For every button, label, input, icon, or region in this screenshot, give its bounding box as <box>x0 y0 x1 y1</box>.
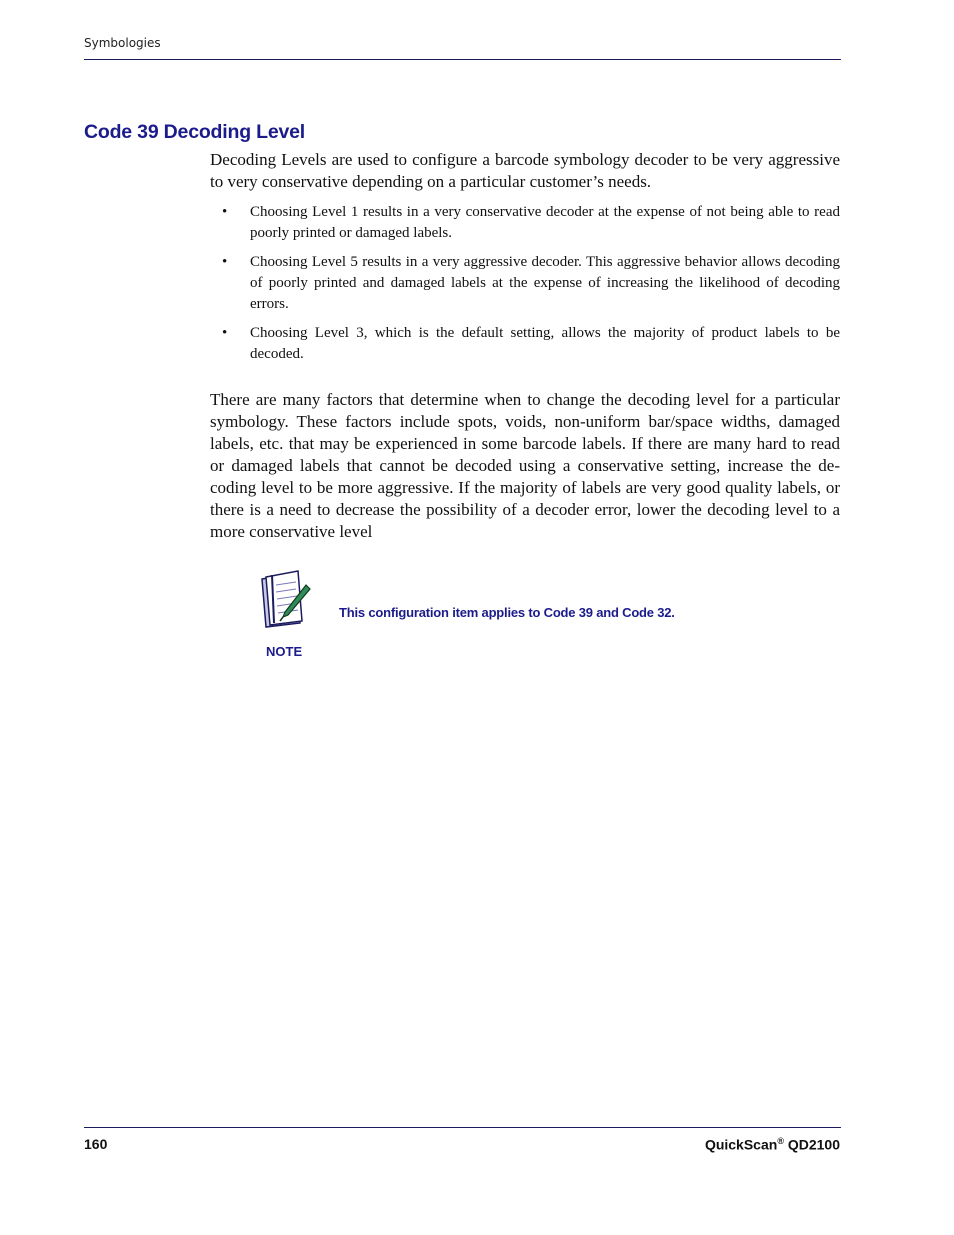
running-head: Symbologies <box>84 36 161 50</box>
bullet-marker: • <box>222 325 228 341</box>
list-item-text: Choosing Level 1 results in a very conservative decoder at the expense of not being able to read poorly printed or damaged labels. <box>250 204 840 241</box>
notepad-pen-icon <box>258 569 312 629</box>
product-brand: QuickScan <box>704 1136 778 1153</box>
product-model: QD2100 <box>783 1136 840 1153</box>
bullet-list <box>210 202 840 365</box>
note-label: NOTE <box>266 644 303 659</box>
header-rule <box>84 59 841 60</box>
list-item <box>210 202 840 244</box>
product-name <box>705 1136 840 1153</box>
registered-mark: ® <box>777 1136 784 1146</box>
list-item-text: Choosing Level 5 results in a very aggressive decoder. This aggressive behavior allows decoding of poorly printed and damaged labels at the expense of increasing the likelihood of decoding errors. <box>250 254 840 312</box>
intro-paragraph: Decoding Levels are used to configure a barcode symbology decoder to be very aggressive to very conservative depending on a particular customer’s needs. <box>210 150 840 191</box>
bullet-marker: • <box>222 254 228 270</box>
list-item-text: Choosing Level 3, which is the default setting, allows the majority of product labels to be decoded. <box>250 325 840 362</box>
bullet-marker: • <box>222 204 228 220</box>
list-item <box>210 323 840 365</box>
footer-rule <box>84 1127 841 1128</box>
section-heading: Code 39 Decoding Level <box>84 121 305 143</box>
list-item <box>210 252 840 315</box>
note-text: This configuration item applies to Code 39 and Code 32. <box>339 605 675 620</box>
page-number: 160 <box>84 1136 108 1152</box>
body-column <box>210 149 840 543</box>
body-paragraph: There are many factors that determine when to change the decoding level for a particular symbology. These factors include spots, voids, non-uniform bar/space widths, damaged labels, etc. that may be experienced in some barcode labels. If there are many hard to read or damaged labels that cannot be decoded using a conservative setting, increase the de-coding level to be more aggressive. If the majority of labels are very good quality labels, or there is a need to decrease the possibility of a decoder error, lower the decoding level to a more conservative level <box>210 390 840 541</box>
